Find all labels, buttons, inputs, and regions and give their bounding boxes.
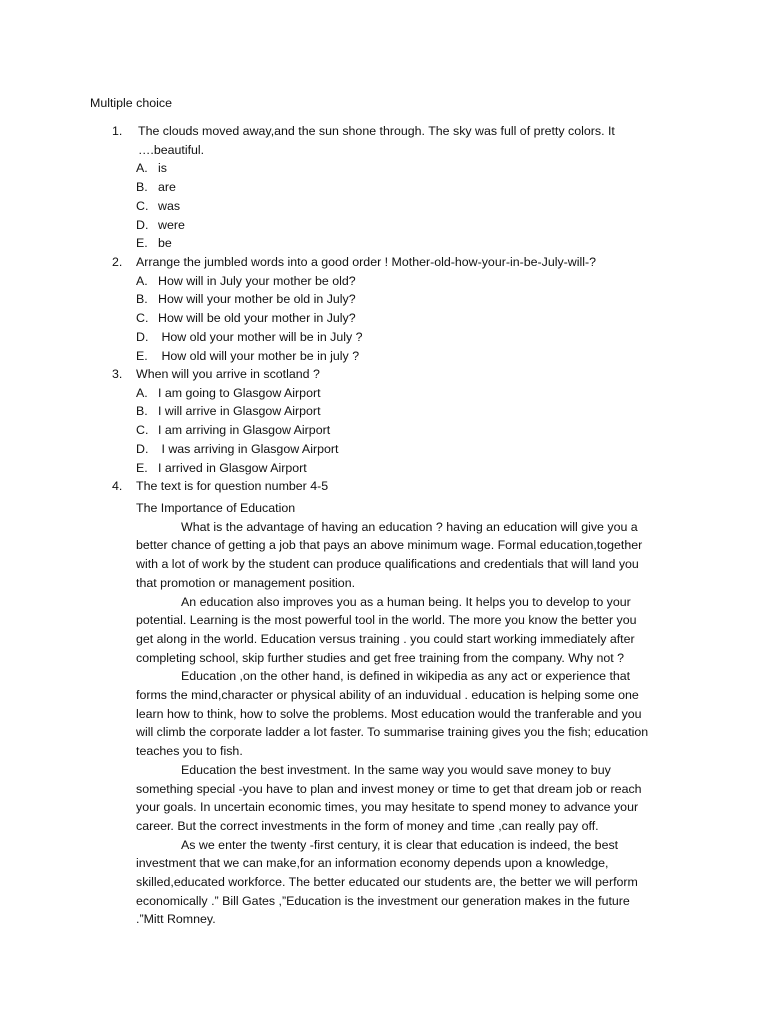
question-text: Arrange the jumbled words into a good order ! Mother-old-how-your-in-be-July-will-? xyxy=(136,255,597,269)
option-b[interactable]: B. are xyxy=(136,180,176,195)
passage-paragraph-2: An education also improves you as a human being. It helps you to develop to your potential. Learning is the most powerful tool in the world. The more you know the better you get along in the world. Education versus training . you could start working immediately after completing school, skip further studies and get free training from the company. Why not ? xyxy=(136,594,637,665)
option-e[interactable]: E. be xyxy=(136,236,172,251)
reading-passage xyxy=(136,499,656,929)
question-number: 2. xyxy=(112,255,123,269)
question-text: When will you arrive in scotland ? xyxy=(136,367,320,381)
passage-paragraph-1: What is the advantage of having an education ? having an education will give you a better chance of getting a job that pays an above minimum wage. Formal education,together with a lot of work by the student can produce qualifications and credentials that will land you that promotion or management position. xyxy=(136,519,643,590)
passage-title: The Importance of Education xyxy=(136,501,296,515)
option-c[interactable]: C. was xyxy=(136,198,181,213)
question-2 xyxy=(112,253,652,365)
section-heading: Multiple choice xyxy=(90,96,172,110)
passage-paragraph-3: Education ,on the other hand, is defined in wikipedia as any act or experience that forms the mind,character or physical ability of an induvidual . education is helping some one learn how to think, how to solve the problems. Most education would the tranferable and you will climb the corporate ladder a lot faster. To summarise training gives you the fish; education teaches you to fish. xyxy=(136,669,649,759)
question-3 xyxy=(112,365,652,477)
question-1 xyxy=(112,122,652,253)
option-e[interactable]: E. How old will your mother be in july ? xyxy=(136,348,360,363)
passage-paragraph-5: As we enter the twenty -first century, it is clear that education is indeed, the best investment that we can make,for an information economy depends upon a knowledge, skilled,educated workforce. The better educated our students are, the better we will perform economically .” Bill Gates ,”Education is the investment our generation makes in the future .”Mitt Romney. xyxy=(136,837,638,927)
option-e[interactable]: E. I arrived in Glasgow Airport xyxy=(136,460,307,475)
option-b[interactable]: B. I will arrive in Glasgow Airport xyxy=(136,404,321,419)
option-a[interactable]: A. I am going to Glasgow Airport xyxy=(136,385,321,400)
option-d[interactable]: D. I was arriving in Glasgow Airport xyxy=(136,441,339,456)
option-d[interactable]: D. How old your mother will be in July ? xyxy=(136,329,363,344)
passage-paragraph-4: Education the best investment. In the same way you would save money to buy something special -you have to plan and invest money or time to get that dream job or reach your goals. In uncertain economic times, you may hesitate to spend money to advance your career. But the correct investments in the form of money and time ,can really pay off. xyxy=(136,762,642,833)
question-4 xyxy=(112,477,652,496)
option-c[interactable]: C. I am arriving in Glasgow Airport xyxy=(136,423,331,438)
question-text: The text is for question number 4-5 xyxy=(136,479,329,493)
option-c[interactable]: C. How will be old your mother in July? xyxy=(136,311,356,326)
question-number: 4. xyxy=(112,479,123,493)
question-number: 3. xyxy=(112,367,123,381)
question-text: The clouds moved away,and the sun shone through. The sky was full of pretty colors. It ….beautiful. xyxy=(138,124,615,157)
option-b[interactable]: B. How will your mother be old in July? xyxy=(136,292,356,307)
option-a[interactable]: A. is xyxy=(136,161,167,176)
question-number: 1. xyxy=(112,124,123,138)
option-a[interactable]: A. How will in July your mother be old? xyxy=(136,273,356,288)
option-d[interactable]: D. were xyxy=(136,217,185,232)
